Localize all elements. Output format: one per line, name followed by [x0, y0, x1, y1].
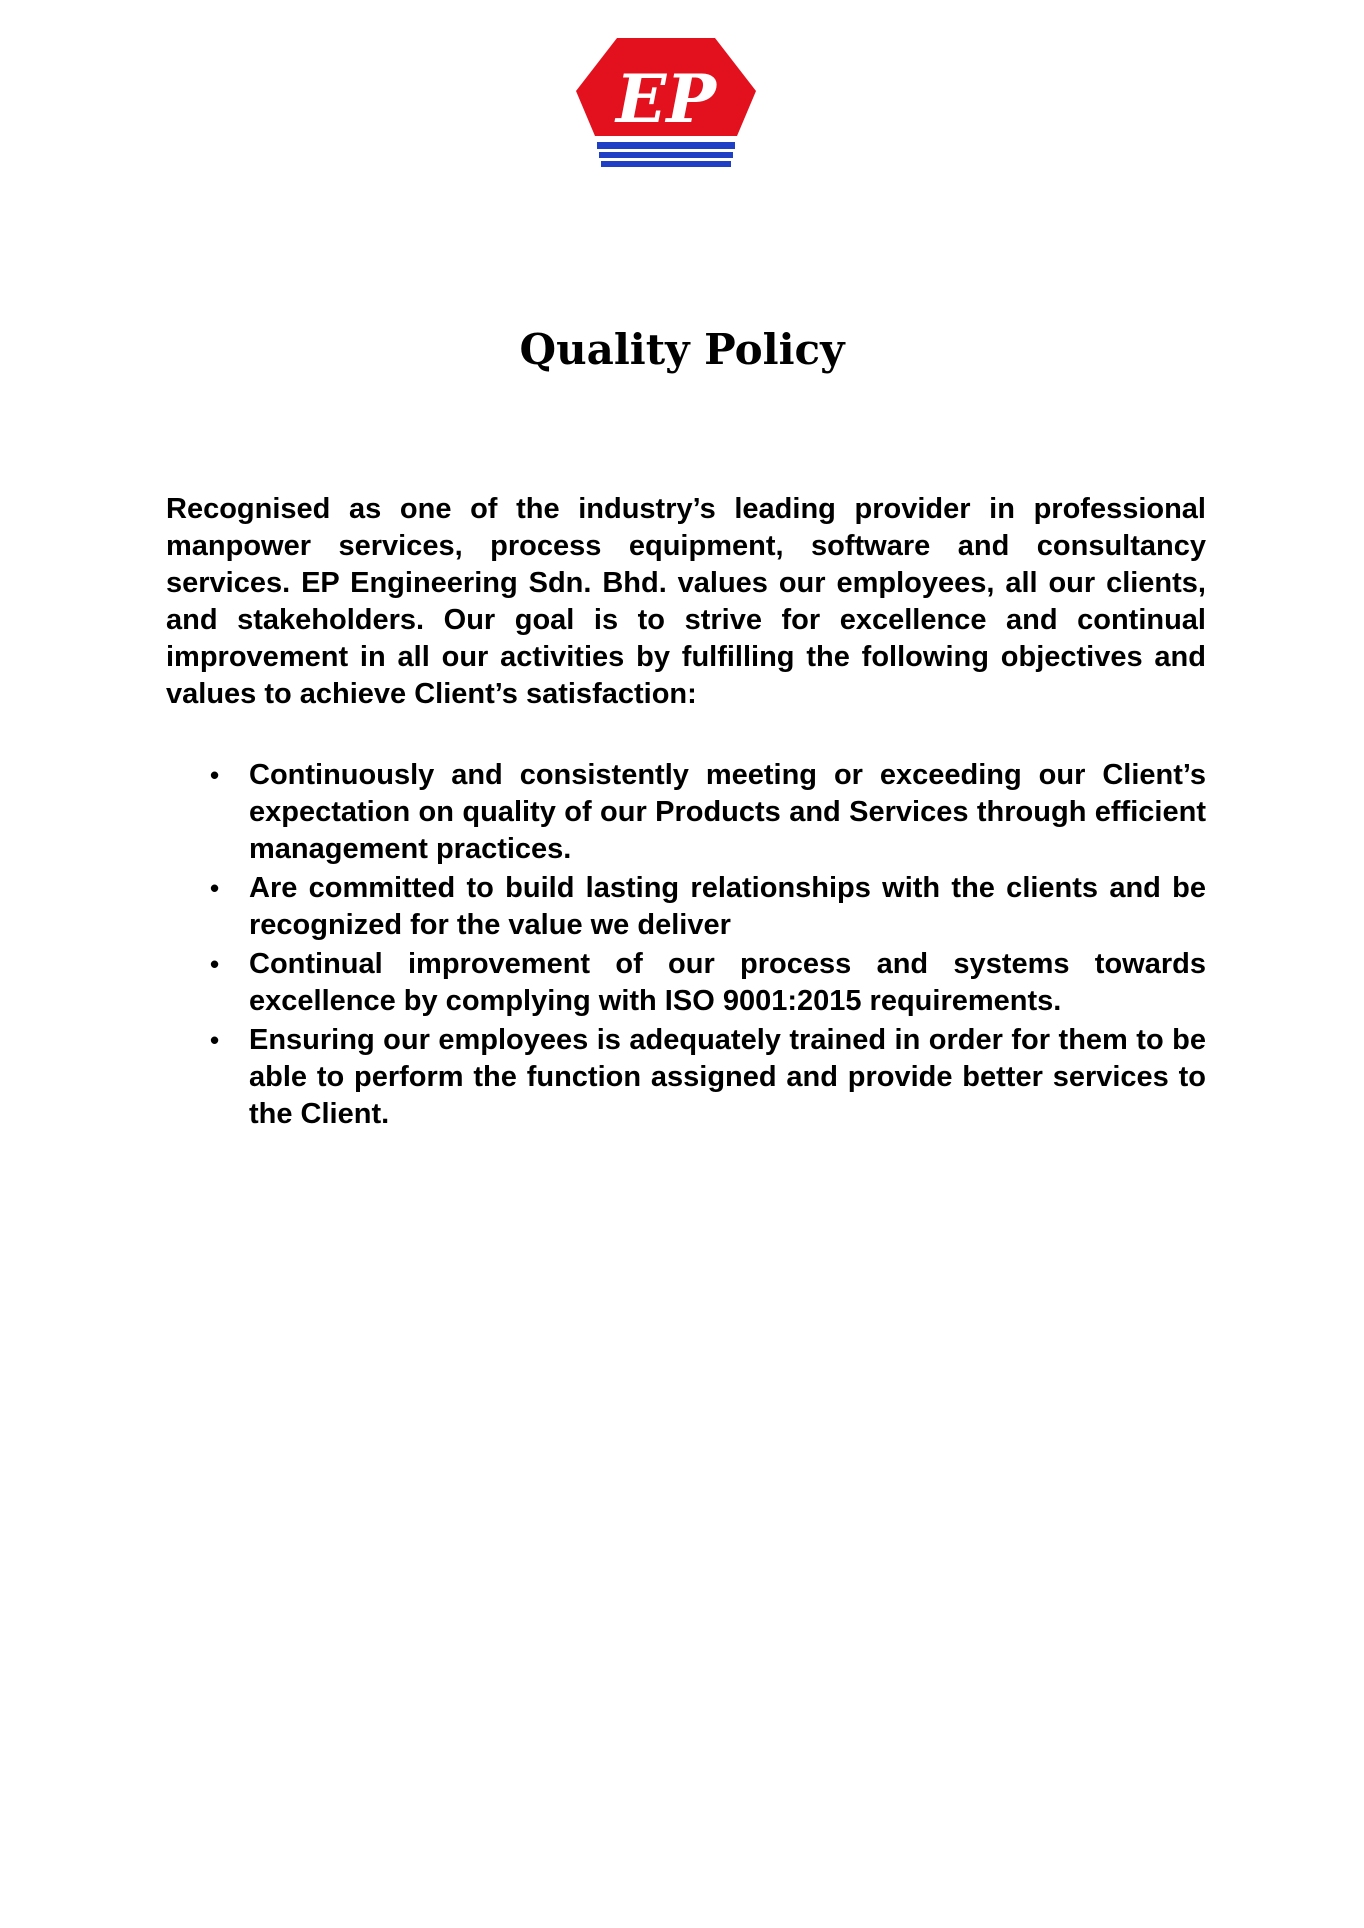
list-item [166, 870, 1206, 944]
bullet-icon: • [210, 1025, 220, 1055]
logo-stripe-2 [599, 152, 733, 158]
objective-text: Continual improvement of our process and systems towards excellence by complying with ISO 9001:2015 requirements. [249, 948, 1206, 1017]
list-item [166, 1022, 1206, 1133]
objective-text: Ensuring our employees is adequately trained in order for them to be able to perform the function assigned and provide better services to the Client. [249, 1024, 1206, 1130]
page-title: Quality Policy [519, 325, 845, 374]
company-logo [575, 36, 757, 170]
list-item [166, 946, 1206, 1020]
list-item [166, 757, 1206, 868]
objectives-list [166, 757, 1206, 1135]
logo-stripe-1 [597, 142, 735, 149]
logo-stripe-3 [601, 161, 731, 167]
bullet-icon: • [210, 949, 220, 979]
objective-text: Are committed to build lasting relationships with the clients and be recognized for the value we deliver [249, 872, 1206, 941]
intro-paragraph: Recognised as one of the industry’s leading provider in professional manpower services, process equipment, software and consultancy services. EP Engineering Sdn. Bhd. values our employees, all our clients, and stakeholders. Our goal is to strive for excellence and continual improvement in all our activities by fulfilling the following objectives and values to achieve Client’s satisfaction: [166, 493, 1206, 710]
logo-lettering: EP [616, 60, 716, 138]
objective-text: Continuously and consistently meeting or exceeding our Client’s expectation on quality of our Products and Services through efficient management practices. [249, 759, 1206, 865]
bullet-icon: • [210, 873, 220, 903]
bullet-icon: • [210, 760, 220, 790]
